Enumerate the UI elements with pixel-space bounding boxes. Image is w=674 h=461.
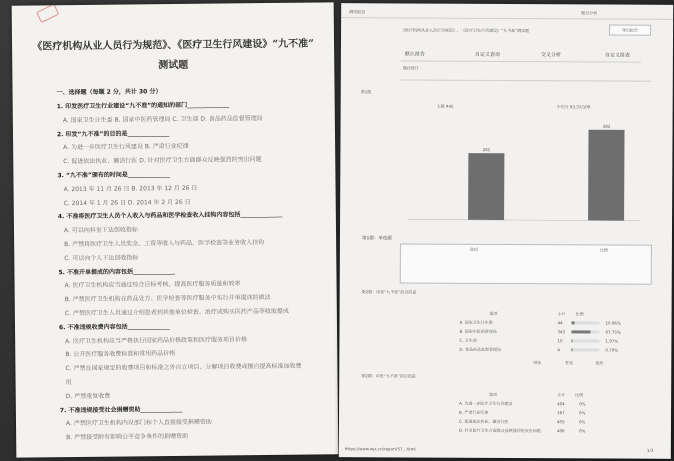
table-row-progress — [572, 321, 600, 324]
table2-header-option: 选项 — [489, 391, 498, 397]
table-row-count: 343 — [557, 329, 566, 335]
table-row-ratio: 0% — [579, 410, 586, 416]
report-top-right-label: 题目分析 — [581, 10, 598, 16]
table-row-ratio: 0.79% — [605, 347, 619, 353]
table-row-option: A. 国家卫生计生委 — [459, 319, 493, 325]
table-row-ratio: 0% — [579, 401, 586, 407]
export-report-button[interactable]: 导出报告 — [609, 25, 651, 36]
answer-option: A. 医疗卫生机构应当通过综合目标考核，提高医疗服务质量和效率 — [64, 280, 241, 290]
tabs-divider — [401, 60, 641, 62]
footer-page: 1/3 — [646, 447, 654, 453]
question-stem: 1. 印发医疗卫生行业建设“九不准”的通知的部门______________ — [56, 101, 230, 111]
table-row-option: B. 严肃行业纪律 — [459, 409, 489, 415]
table-row-ratio: 0% — [578, 419, 586, 425]
table-row-ratio: 1.97% — [605, 338, 619, 344]
answer-option: A. 国家卫生计生委 B. 国家中医药管理局 C. 卫生部 D. 食品药品监督管理局 — [62, 114, 263, 124]
table-row-count: 4 — [557, 347, 560, 353]
table1-header-option: 选项 — [489, 310, 498, 316]
chart-bar-value-label: 382 — [602, 123, 611, 129]
red-ink-mark — [36, 4, 59, 23]
answer-option: C. 严禁医疗卫生人员通过介绍患者到其他单位检查、治疗或购买医药产品等收取提成 — [64, 307, 289, 318]
report-subtitle: 题目统计 — [402, 65, 419, 71]
answer-option: C. 2014 年 1 月 26 日 D. 2014 年 2 月 26 日 — [63, 198, 191, 207]
answer-option: 用 — [65, 379, 72, 387]
top-divider — [341, 17, 673, 20]
question-stem: 6. 不准违规收费内容包括______________ — [58, 322, 170, 332]
table-row-progress — [571, 330, 599, 333]
answer-option: A. 可以向科室下达创收指标 — [63, 226, 138, 235]
chart-caption-left: 人数 445 — [436, 103, 454, 109]
chart-section-label: 第1题 — [360, 89, 372, 95]
answer-option: A. 为进一步医疗卫生行风建设 B. 严肃行业纪律 — [63, 143, 189, 152]
section-divider — [401, 79, 651, 81]
table-row-option: B. 国家中医药管理局 — [459, 328, 497, 334]
answer-option: A. 严禁医疗卫生机构内设部门和个人直接接受捐赠资助 — [65, 419, 212, 428]
summary-header-option: 选项 — [469, 246, 478, 252]
table1-header-ratio: 比例 — [575, 311, 584, 317]
table1-title: 第1题：单选题 — [361, 236, 392, 242]
table-row-progress — [571, 348, 599, 351]
chart-type-column[interactable]: 柱状 — [565, 360, 574, 366]
question-stem: 3. “九不准”颁布的时间是______________ — [57, 171, 170, 180]
table-row-option: D. 食品药品监督管理局 — [459, 346, 502, 352]
answer-option: C. 促进依法执业、廉洁行医 D. 针对医疗卫生方面群众反映强烈的突出问题 — [63, 156, 262, 166]
summary-header-ratio: 比例 — [599, 247, 608, 253]
answer-option: D. 严禁重复收费 — [65, 392, 111, 400]
answer-option: B. 公开医疗服务收费标准和常用药品价格 — [65, 350, 176, 359]
question-stem: 2. 印发“九不准”的目的是______________ — [56, 129, 170, 138]
answer-option: C. 严禁在国家规定的收费项目和标准之外自立项目、分解项目收费或擅自提高标准加收费 — [65, 362, 302, 373]
table-row-ratio: 0% — [578, 428, 586, 434]
table-row-count: 44 — [557, 320, 563, 326]
footer-url: https://www.wjx.cn/report/57...html — [344, 446, 416, 452]
answer-option: B. 严禁将医疗卫生人员奖金、工资等收入与药品、医学检查等业务收入挂钩 — [64, 239, 265, 249]
table-row-count: 10 — [557, 338, 563, 344]
chart-bar-0 — [468, 153, 504, 220]
chart-type-pie[interactable]: 饼状 — [533, 360, 542, 366]
table-row-count: 404 — [557, 401, 565, 407]
progress-fill — [571, 330, 590, 333]
report-paper-right — [339, 3, 673, 459]
answer-option: B. 严禁接受附有影响公平竞争条件的捐赠资助 — [66, 433, 189, 442]
table2-header-ratio: 比例 — [575, 392, 584, 398]
tab-custom-report[interactable]: 自定义报表 — [604, 52, 630, 59]
report-top-title: 测试报表 — [349, 9, 366, 15]
table2-title: 第2题：印发“九不准”的目的是 — [361, 373, 416, 379]
table-row-count: 406 — [556, 428, 565, 434]
progress-fill — [572, 321, 575, 324]
table-row-option: A. 为进一步医疗卫生行风建设 — [459, 400, 513, 407]
table-row-count: 367 — [557, 410, 565, 416]
bar-chart — [390, 109, 651, 230]
progress-fill — [571, 339, 572, 342]
question-stem: 4. 不准将医疗卫生人员个人收入与药品和医学检查收入挂钩内容包括______________ — [57, 211, 283, 221]
table-row-ratio: 67.75% — [605, 329, 621, 335]
tab-cross-analysis[interactable]: 交叉分析 — [540, 52, 561, 59]
chart-type-bar[interactable]: 条形 — [595, 360, 604, 366]
table-row-option: D. 针对医疗卫生方面群众反映强烈的突出问题 — [458, 427, 541, 434]
table2-header-count: 小计 — [557, 392, 566, 398]
test-paper-left — [12, 2, 339, 457]
chart-caption-right: 平均分 93.37/100 — [556, 104, 591, 110]
paper-title-line2: 测试题 — [158, 59, 189, 72]
table-row-count: 405 — [556, 419, 565, 425]
tab-default-report[interactable]: 默认报告 — [404, 51, 425, 58]
summary-table — [400, 243, 652, 284]
table-row-option: C. 促进依法执业、廉洁行医 — [458, 418, 509, 425]
chart-bar-value-label: 281 — [482, 147, 491, 153]
table1-caption: 第2题：印发“九不准”的目的是 — [361, 289, 417, 295]
answer-option: B. 严禁医疗卫生机构在药品处方、医学检查等医疗服务中实行开单提成的做法 — [64, 294, 271, 304]
paper-title-line1: 《医疗机构从业人员行为规范》、《医疗卫生行风建设》“九不准” — [32, 38, 314, 53]
table-row-ratio: 10.96% — [605, 320, 621, 326]
report-header-text: 《医疗机构从业人员行为规范》、《医疗卫生行风建设》“九不准”测试题 — [401, 27, 530, 34]
table1-header-count: 小计 — [557, 311, 566, 317]
table-row-progress — [571, 339, 599, 342]
table-row-option: C. 卫生部 — [459, 337, 477, 343]
question-stem: 5. 不准开单提成的内容包括______________ — [58, 267, 176, 276]
tab-custom-query[interactable]: 自定义查询 — [474, 51, 500, 58]
question-stem: 7. 不准违规接受社会捐赠资助______________ — [59, 405, 183, 414]
chart-bar-1 — [588, 130, 624, 221]
answer-option: A. 医疗卫生机构应当严格执行国家药品价格政策和医疗服务项目价格 — [65, 335, 248, 345]
answer-option: C. 可以向个人下达创收指标 — [64, 254, 139, 262]
answer-option: A. 2013 年 11 月 26 日 B. 2013 年 12 月 26 日 — [63, 184, 198, 193]
section-heading: 一、选择题（每题 2 分，共计 30 分） — [56, 88, 162, 97]
